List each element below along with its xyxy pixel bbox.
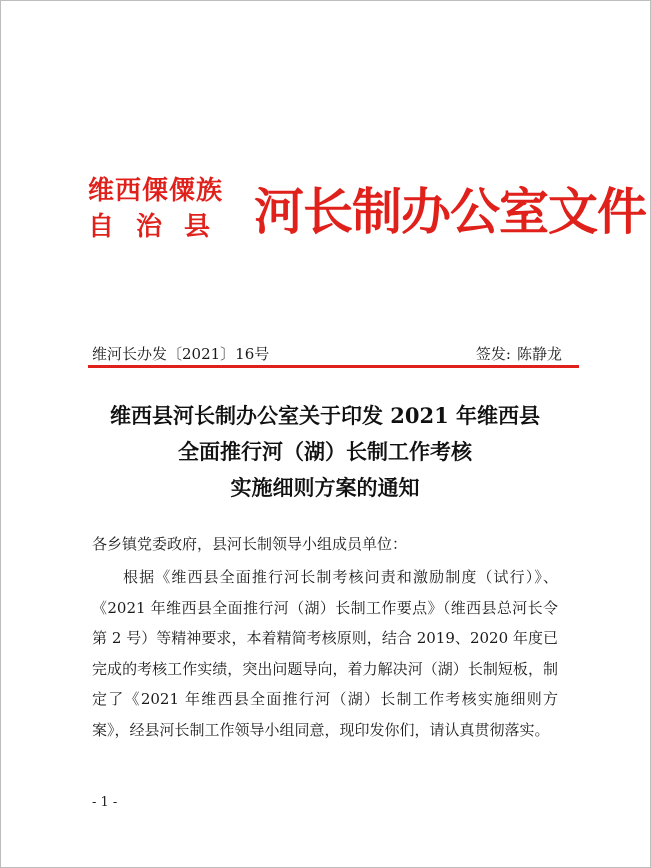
signer-name: 陈静龙 [516, 345, 562, 363]
notice-title-line-1: 维西县河长制办公室关于印发 2021 年维西县 [109, 403, 541, 428]
signer [476, 343, 562, 364]
notice-title-line-3: 实施细则方案的通知 [230, 475, 420, 500]
document-type-title: 河长制办公室文件 [254, 182, 646, 241]
issuing-org-line-2: 自治县 [88, 212, 233, 242]
notice-title [70, 398, 580, 506]
signer-label: 签发: [475, 345, 511, 363]
document-header [88, 176, 646, 246]
document-number: 维河长办发〔2021〕16号 [92, 345, 270, 363]
document-meta-row [92, 343, 562, 364]
page-number: - 1 - [92, 795, 118, 810]
body-paragraph: 根据《维西县全面推行河长制考核问责和激励制度（试行）》、《2021 年维西县全面推行河（湖）长制工作要点》（维西县总河长令第 2 号）等精神要求，本着精简考核原则，结合 2019、2020 年度已完成的考核工作实绩，突出问题导向，着力解决河（湖）长制短板，制定了《2021 年维西县全面推行河（湖）长制工作考核实施细则方案》，经县河长制工作领导小组同意，现印发你们，请认真贯彻落实。 [92, 568, 558, 739]
issuing-org-line-1: 维西傈僳族 [88, 176, 224, 206]
salutation: 各乡镇党委政府，县河长制领导小组成员单位： [92, 535, 408, 553]
notice-title-line-2: 全面推行河（湖）长制工作考核 [178, 439, 472, 464]
red-divider-line [88, 365, 579, 368]
